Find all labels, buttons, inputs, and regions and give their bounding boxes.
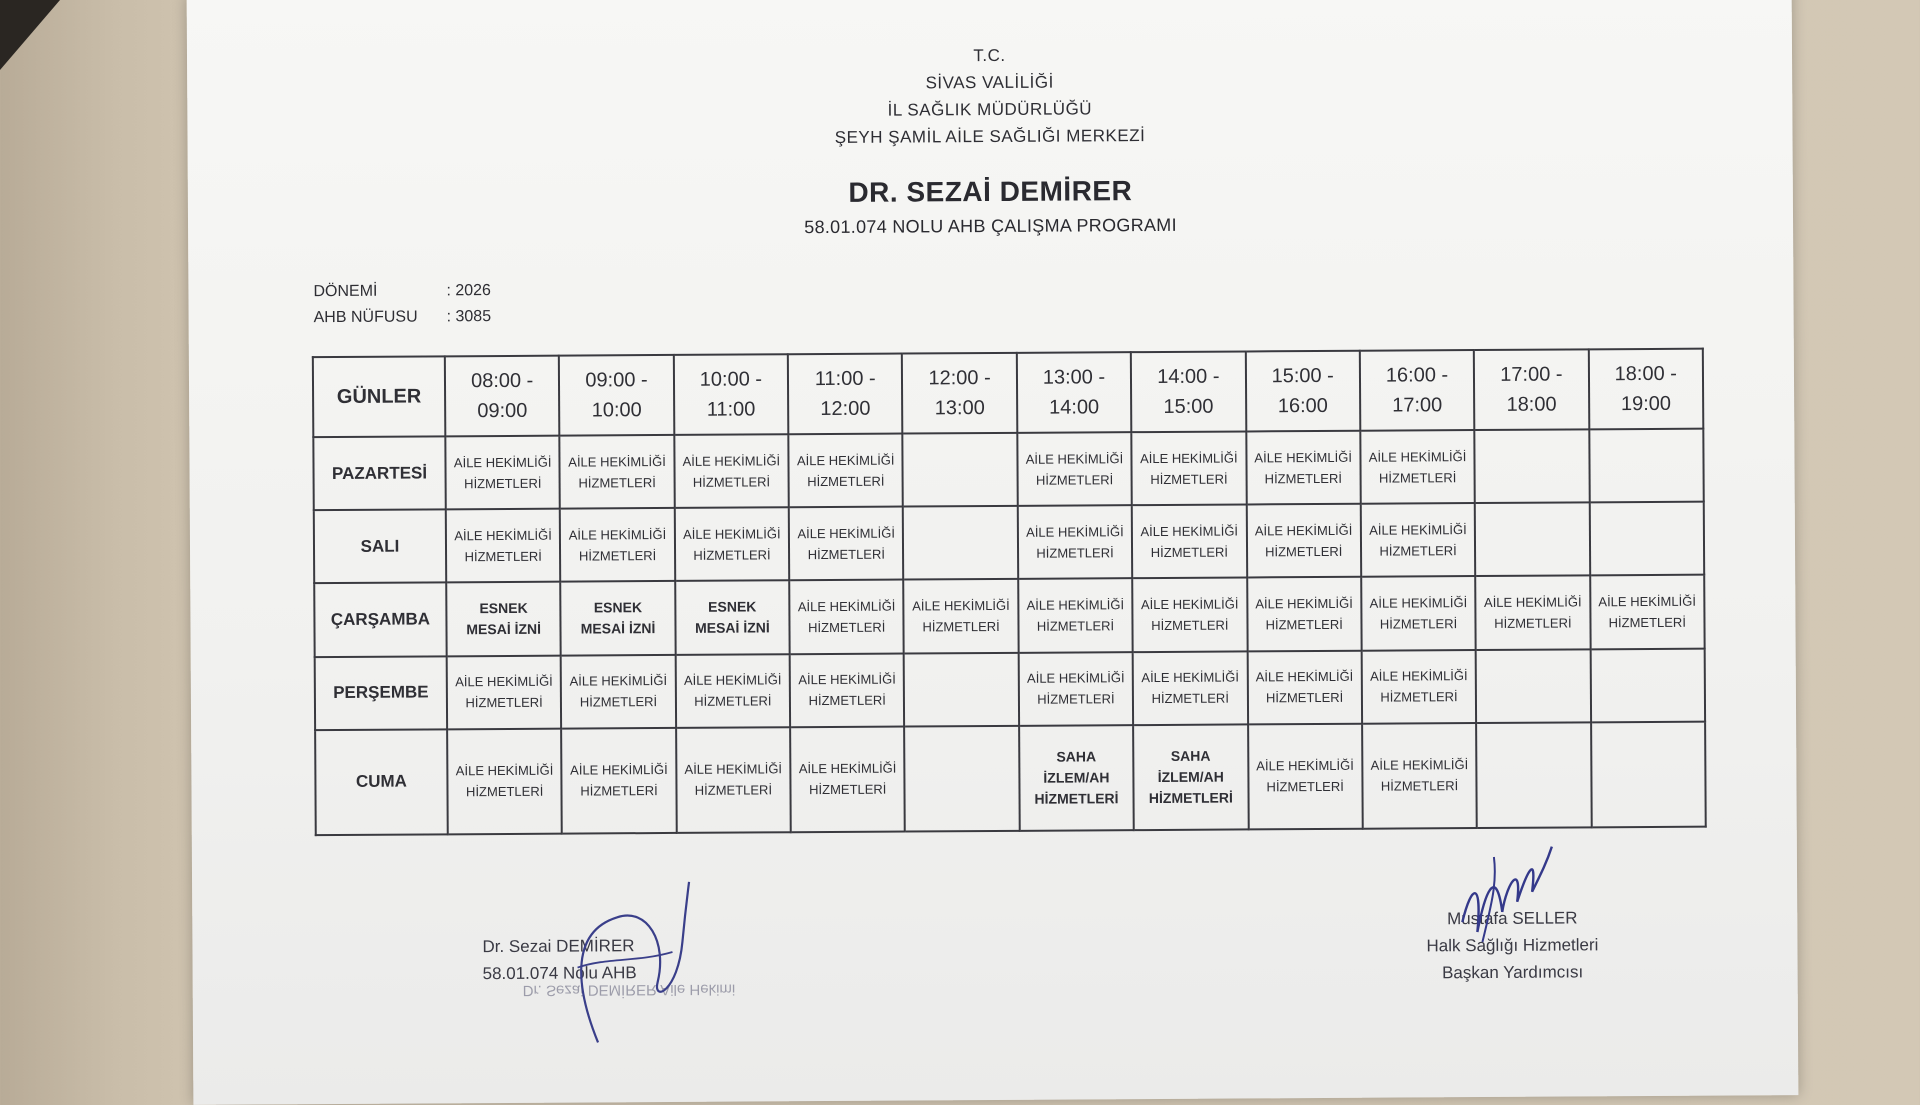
schedule-cell — [1018, 652, 1133, 726]
cell-line: AİLE HEKİMLİĞİ — [1483, 594, 1582, 610]
hour-end: 11:00 — [706, 398, 756, 421]
schedule-cell — [1019, 725, 1134, 831]
cell-line: HİZMETLERİ — [1148, 789, 1233, 806]
hour-start: 10:00 - — [699, 368, 763, 391]
population-label: AHB NÜFUSU — [313, 308, 418, 327]
schedule-cell — [1132, 578, 1247, 652]
cell-line: AİLE HEKİMLİĞİ — [568, 526, 667, 543]
schedule-cell — [1361, 503, 1476, 577]
period-label: DÖNEMİ — [313, 282, 378, 301]
left-signer-unit: 58.01.074 Nolu AHB — [482, 963, 637, 984]
schedule-cell — [1018, 505, 1133, 579]
hour-header — [1245, 351, 1360, 432]
schedule-cell — [675, 581, 790, 655]
cell-line: HİZMETLERİ — [807, 473, 885, 489]
hour-start: 18:00 - — [1614, 362, 1677, 386]
hour-header — [1588, 349, 1703, 430]
schedule-cell — [1247, 577, 1362, 651]
schedule-cell — [445, 436, 560, 510]
cell-line: AİLE HEKİMLİĞİ — [797, 598, 896, 615]
cell-line: AİLE HEKİMLİĞİ — [570, 762, 668, 778]
schedule-cell — [1247, 650, 1362, 724]
schedule-cell — [1362, 723, 1477, 829]
hour-header — [1017, 352, 1132, 433]
cell-line — [1594, 774, 1702, 775]
hour-start: 12:00 - — [928, 367, 991, 390]
right-signer-title: Halk Sağlığı Hizmetleri — [1426, 935, 1599, 956]
schedule-cell — [447, 655, 562, 729]
cell-line: HİZMETLERİ — [1035, 471, 1114, 488]
hour-start: 13:00 - — [1042, 366, 1106, 389]
cell-line — [1478, 466, 1586, 467]
cell-line — [1478, 539, 1586, 540]
meta-period — [313, 278, 491, 305]
cell-line: HİZMETLERİ — [1265, 616, 1343, 633]
program-title: 58.01.074 NOLU AHB ÇALIŞMA PROGRAMI — [804, 214, 1177, 238]
schedule-cell — [561, 655, 676, 729]
schedule-cell — [1018, 579, 1133, 653]
cell-line: AİLE HEKİMLİĞİ — [453, 454, 552, 470]
cell-line: SAHA İZLEM/AH — [1157, 747, 1224, 785]
hour-end: 09:00 — [477, 399, 528, 423]
schedule-cell — [1360, 430, 1475, 504]
schedule-cell — [1476, 722, 1591, 828]
cell-line: AİLE HEKİMLİĞİ — [1370, 668, 1468, 684]
hour-header — [559, 355, 674, 436]
hour-header — [1360, 350, 1475, 431]
schedule-cell — [903, 506, 1018, 580]
schedule-cell — [446, 582, 561, 656]
cell-line — [906, 469, 1014, 470]
cell-line: AİLE HEKİMLİĞİ — [1141, 669, 1239, 686]
population-value: : 3085 — [446, 308, 492, 326]
day-label: PAZARTESİ — [313, 436, 445, 510]
day-row — [315, 648, 1705, 730]
schedule-cell — [1589, 502, 1704, 576]
schedule-cell — [1476, 649, 1591, 723]
cell-line — [1593, 685, 1701, 686]
schedule-cell — [561, 581, 676, 655]
hour-header — [1474, 349, 1589, 430]
cell-line — [906, 543, 1014, 544]
cell-line: AİLE HEKİMLİĞİ — [1369, 521, 1467, 538]
cell-line: HİZMETLERİ — [1494, 615, 1572, 631]
schedule-cell — [905, 726, 1020, 832]
header-line: T.C. — [973, 45, 1006, 66]
cell-line: AİLE HEKİMLİĞİ — [682, 452, 781, 469]
hour-end: 12:00 — [820, 397, 871, 421]
cell-line: HİZMETLERİ — [578, 474, 656, 491]
cell-line: AİLE HEKİMLİĞİ — [1368, 448, 1467, 465]
cell-line — [1593, 538, 1701, 539]
cell-line: AİLE HEKİMLİĞİ — [798, 671, 896, 688]
day-label: SALI — [314, 510, 446, 584]
document-header — [187, 37, 1793, 155]
cell-line: ESNEK — [708, 598, 757, 615]
cell-line: AİLE HEKİMLİĞİ — [683, 672, 782, 689]
cell-line: HİZMETLERİ — [694, 782, 773, 799]
hour-header — [788, 354, 903, 435]
cell-line: AİLE HEKİMLİĞİ — [1139, 450, 1238, 466]
hour-end: 14:00 — [1049, 396, 1100, 419]
cell-line: HİZMETLERİ — [578, 547, 657, 564]
cell-line: AİLE HEKİMLİĞİ — [1255, 595, 1353, 612]
hour-start: 14:00 - — [1157, 365, 1220, 388]
cell-line: HİZMETLERİ — [580, 783, 658, 799]
meta-population — [314, 304, 492, 331]
schedule-cell — [1591, 721, 1706, 827]
day-label: CUMA — [315, 729, 448, 835]
schedule-cell — [561, 728, 676, 834]
header-row — [313, 349, 1703, 437]
cell-line: AİLE HEKİMLİĞİ — [1370, 757, 1469, 774]
day-label: PERŞEMBE — [315, 656, 447, 730]
cell-line: AİLE HEKİMLİĞİ — [798, 760, 897, 777]
cell-line: HİZMETLERİ — [694, 693, 772, 709]
cell-line: HİZMETLERİ — [1036, 618, 1115, 634]
cell-line — [1478, 466, 1586, 467]
cell-line: HİZMETLERİ — [1151, 690, 1229, 707]
hour-start: 09:00 - — [585, 369, 648, 392]
cell-line: AİLE HEKİMLİĞİ — [1369, 595, 1468, 611]
schedule-cell — [1248, 723, 1363, 829]
hour-header — [902, 353, 1017, 434]
cell-line: HİZMETLERİ — [808, 692, 886, 709]
header-line: ŞEYH ŞAMİL AİLE SAĞLIĞI MERKEZİ — [834, 126, 1146, 147]
cell-line: MESAİ İZNİ — [466, 620, 542, 638]
schedule-cell — [789, 580, 904, 654]
schedule-cell — [1590, 575, 1705, 649]
cell-line — [1479, 686, 1587, 687]
cell-line: AİLE HEKİMLİĞİ — [1598, 593, 1696, 610]
cell-line — [908, 778, 1016, 779]
cell-line — [1592, 465, 1700, 466]
right-signer-name: Mustafa SELLER — [1447, 908, 1578, 929]
hour-end: 19:00 — [1620, 392, 1672, 416]
stamp-text: Dr. Sezai DEMİRER Aile Hekimi — [522, 980, 736, 999]
day-row — [314, 502, 1704, 584]
cell-line: AİLE HEKİMLİĞİ — [455, 763, 554, 779]
cell-line: HİZMETLERİ — [1265, 690, 1344, 706]
schedule-cell — [1475, 503, 1590, 577]
cell-line: HİZMETLERİ — [579, 694, 658, 710]
schedule-cell — [1017, 432, 1132, 506]
schedule-cell — [675, 654, 790, 728]
cell-line: ESNEK — [479, 599, 528, 617]
cell-line: HİZMETLERİ — [464, 475, 542, 491]
cell-line: AİLE HEKİMLİĞİ — [454, 527, 552, 544]
schedule-cell — [1589, 429, 1704, 503]
schedule-cell — [903, 433, 1018, 507]
schedule-cell — [1133, 724, 1248, 830]
schedule-table — [312, 348, 1707, 836]
day-row — [314, 575, 1704, 657]
schedule-cell — [1131, 431, 1246, 505]
schedule-cell — [790, 653, 905, 727]
schedule-cell — [1361, 576, 1476, 650]
cell-line: AİLE HEKİMLİĞİ — [569, 673, 668, 689]
hour-end: 13:00 — [934, 397, 985, 420]
cell-line: HİZMETLERİ — [1608, 614, 1686, 631]
schedule-cell — [904, 652, 1019, 726]
cell-line: SAHA İZLEM/AH — [1043, 748, 1110, 786]
schedule-cell — [1133, 651, 1248, 725]
schedule-cell — [676, 727, 791, 833]
cell-line — [1593, 685, 1701, 686]
hour-start: 17:00 - — [1500, 363, 1563, 386]
cell-line: HİZMETLERİ — [465, 784, 544, 800]
schedule-cell — [674, 434, 789, 508]
cell-line — [1593, 538, 1701, 539]
cell-line: HİZMETLERİ — [1380, 778, 1459, 795]
cell-line: MESAİ İZNİ — [695, 619, 770, 636]
doctor-name: DR. SEZAİ DEMİRER — [848, 175, 1133, 208]
schedule-cell — [1475, 576, 1590, 650]
cell-line — [1479, 686, 1587, 687]
right-signer-title: Başkan Yardımcısı — [1442, 962, 1584, 983]
cell-line: HİZMETLERİ — [1265, 543, 1343, 560]
cell-line: HİZMETLERİ — [1037, 691, 1115, 707]
cell-line: HİZMETLERİ — [465, 694, 543, 711]
cell-line: HİZMETLERİ — [1378, 469, 1457, 486]
cell-line: HİZMETLERİ — [692, 473, 771, 490]
hour-end: 17:00 — [1392, 394, 1443, 417]
hour-start: 16:00 - — [1385, 364, 1449, 387]
day-label: ÇARŞAMBA — [314, 583, 446, 657]
hour-header — [445, 356, 560, 437]
cell-line: HİZMETLERİ — [693, 547, 771, 563]
cell-line: HİZMETLERİ — [1036, 545, 1114, 561]
hour-start: 15:00 - — [1271, 364, 1334, 388]
cell-line: HİZMETLERİ — [1379, 616, 1458, 632]
cell-line — [907, 689, 1015, 690]
cell-line: AİLE HEKİMLİĞİ — [1140, 596, 1239, 613]
cell-line: AİLE HEKİMLİĞİ — [796, 452, 895, 468]
cell-line: AİLE HEKİMLİĞİ — [797, 525, 896, 541]
days-header: GÜNLER — [313, 356, 445, 437]
cell-line: AİLE HEKİMLİĞİ — [1254, 449, 1352, 465]
day-row — [315, 721, 1706, 835]
cell-line: HİZMETLERİ — [1034, 790, 1119, 807]
period-value: : 2026 — [446, 282, 491, 300]
cell-line — [1594, 774, 1702, 775]
document-title — [188, 171, 1793, 242]
schedule-cell — [788, 434, 903, 508]
left-signer-name: Dr. Sezai DEMİRER — [482, 936, 635, 957]
cell-line: AİLE HEKİMLİĞİ — [1026, 597, 1125, 613]
schedule-cell — [1590, 648, 1705, 722]
schedule-cell — [446, 509, 561, 583]
schedule-cell — [1246, 504, 1361, 578]
cell-line: HİZMETLERİ — [1379, 542, 1457, 559]
hour-start: 11:00 - — [814, 367, 876, 391]
cell-line: HİZMETLERİ — [809, 782, 887, 798]
cell-line: MESAİ İZNİ — [580, 620, 656, 637]
cell-line: HİZMETLERİ — [464, 548, 542, 565]
right-signature-block — [1392, 904, 1632, 986]
cell-line: AİLE HEKİMLİĞİ — [568, 453, 666, 470]
hour-start: 08:00 - — [470, 369, 534, 393]
schedule-cell — [447, 728, 562, 834]
hour-end: 18:00 — [1506, 393, 1557, 416]
cell-line — [1478, 539, 1586, 540]
schedule-cell — [1246, 431, 1361, 505]
cell-line: HİZMETLERİ — [1380, 689, 1458, 705]
cell-line — [907, 689, 1015, 690]
cell-line: AİLE HEKİMLİĞİ — [1255, 668, 1354, 685]
schedule-cell — [674, 507, 789, 581]
hour-end: 16:00 — [1277, 394, 1328, 418]
cell-line: HİZMETLERİ — [808, 619, 886, 636]
cell-line: HİZMETLERİ — [1150, 544, 1229, 560]
cell-line — [1480, 775, 1588, 776]
cell-line — [1592, 465, 1700, 466]
cell-line: ESNEK — [593, 599, 643, 616]
schedule-cell — [1362, 650, 1477, 724]
cell-line — [906, 543, 1014, 544]
desk-corner — [0, 0, 60, 70]
cell-line: HİZMETLERİ — [1264, 470, 1342, 486]
cell-line: AİLE HEKİMLİĞİ — [1026, 670, 1125, 686]
day-row — [313, 429, 1703, 511]
hour-end: 15:00 — [1163, 395, 1214, 418]
cell-line — [1480, 775, 1588, 776]
hour-header — [674, 354, 789, 435]
cell-line: HİZMETLERİ — [1150, 471, 1228, 487]
cell-line: HİZMETLERİ — [922, 618, 1000, 635]
cell-line: AİLE HEKİMLİĞİ — [1026, 523, 1124, 540]
cell-line: AİLE HEKİMLİĞİ — [912, 597, 1010, 614]
cell-line: HİZMETLERİ — [1151, 617, 1229, 634]
hour-end: 10:00 — [591, 399, 642, 422]
cell-line: AİLE HEKİMLİĞİ — [683, 526, 781, 542]
cell-line: HİZMETLERİ — [1266, 779, 1344, 795]
hour-header — [1131, 351, 1246, 432]
header-line: İL SAĞLIK MÜDÜRLÜĞÜ — [887, 99, 1093, 120]
cell-line: AİLE HEKİMLİĞİ — [1140, 523, 1239, 539]
schedule-cell — [789, 507, 904, 581]
schedule-cell — [1132, 505, 1247, 579]
cell-line: AİLE HEKİMLİĞİ — [455, 673, 553, 690]
meta-block — [313, 278, 491, 331]
cell-line: HİZMETLERİ — [807, 546, 886, 562]
cell-line: AİLE HEKİMLİĞİ — [1256, 758, 1354, 774]
left-signature-block — [482, 932, 736, 999]
cell-line: AİLE HEKİMLİĞİ — [684, 761, 783, 778]
document-page — [187, 0, 1799, 1105]
schedule-cell — [904, 579, 1019, 653]
cell-line — [908, 778, 1016, 779]
schedule-cell — [560, 508, 675, 582]
schedule-cell — [790, 726, 905, 832]
header-line: SİVAS VALİLİĞİ — [925, 72, 1054, 93]
cell-line: AİLE HEKİMLİĞİ — [1025, 450, 1124, 467]
schedule-cell — [560, 435, 675, 509]
schedule-cell — [1475, 429, 1590, 503]
cell-line — [906, 469, 1014, 470]
cell-line: AİLE HEKİMLİĞİ — [1254, 522, 1353, 539]
